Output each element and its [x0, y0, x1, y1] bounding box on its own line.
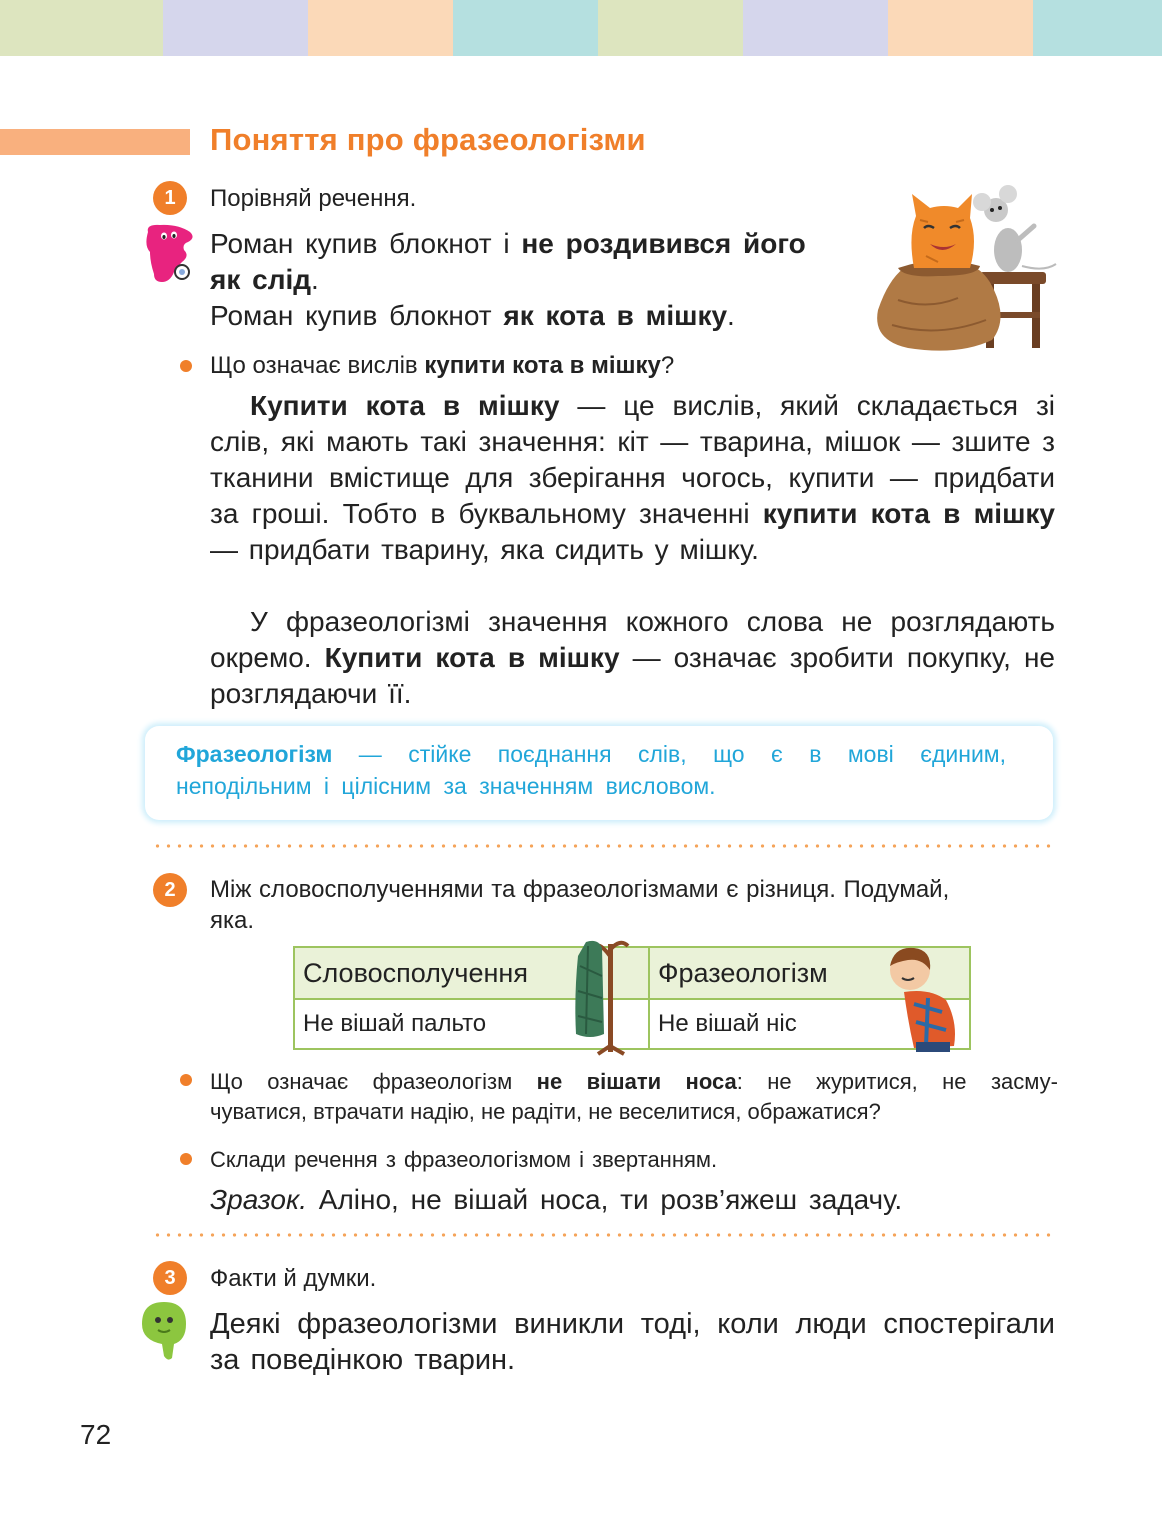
question-1-text: Що означає фразеологізм [210, 1069, 537, 1094]
table-cell: Не вішай ніс [649, 999, 970, 1049]
dotted-divider [152, 1233, 1057, 1237]
task3-instruction: Факти й думки. [210, 1265, 377, 1292]
definition-text [176, 738, 1006, 802]
explanation-bold-2: купити кота в мішку [762, 498, 1055, 529]
explanation-text-3: У фразеологізмі значення кожного слова не розглядають окремо. [210, 606, 1055, 673]
task3-text: Деякі фразеологізми виникли тоді, коли люди спостерігали за поведінкою тварин. [210, 1308, 1055, 1376]
sentence-1-end: . [311, 264, 319, 295]
definition-term: Фразеологізм [176, 741, 333, 767]
sentence-1-bold: не роздивився його [521, 228, 806, 259]
page-title: Поняття про фразеологізми [210, 122, 646, 157]
sentence-1-bold-2: як слід [210, 264, 312, 295]
task2-instruction-line2: яка. [210, 907, 255, 934]
task-number-3: 3 [153, 1261, 187, 1295]
coat-rack-illustration [568, 936, 638, 1056]
explanation-text-1: — це вислів, який складається зі слів, які мають такі значення: кіт — тварина, мішок — зшите з тканини вмістище для зберігання чогось, купити — придбати за гроші. Тобто в буквальному значенні [210, 390, 1056, 529]
sentence-1-cont [210, 262, 319, 298]
task-number-1: 1 [153, 181, 187, 215]
task-number-2: 2 [153, 873, 187, 907]
stripe-segment [743, 0, 888, 56]
explanation-paragraph-2 [210, 604, 1055, 712]
dotted-divider [152, 844, 1057, 848]
green-character-icon [136, 1298, 192, 1364]
task2-question-1-line2: чуватися, втрачати надію, не радіти, не веселитися, ображатися? [210, 1099, 881, 1124]
stripe-segment [163, 0, 308, 56]
sentence-1-text: Роман купив блокнот і [210, 228, 522, 259]
stripe-segment [1033, 0, 1162, 56]
example-label: Зразок. [210, 1184, 307, 1215]
explanation-bold-3: Купити кота в мішку [324, 642, 620, 673]
explanation-text-2: — придбати тварину, яка сидить у мішку. [210, 534, 759, 565]
explanation-text-4: — означає зробити покупку, не розглядаючи її. [210, 642, 1055, 709]
sentence-2-bold: як кота в мішку [503, 300, 728, 331]
stripe-segment [598, 0, 743, 56]
page-number: 72 [80, 1419, 112, 1450]
question-1-end: : не журитися, не засму- [736, 1069, 1058, 1094]
question-end: ? [660, 352, 675, 379]
stripe-segment [453, 0, 598, 56]
sentence-2-text: Роман купив блокнот [210, 300, 504, 331]
sentence-1 [210, 226, 806, 262]
task2-instruction-line1: Між словосполученнями та фразеологізмами є різниця. Подумай, [210, 876, 950, 903]
bullet-icon [180, 360, 192, 372]
stripe-segment [888, 0, 1033, 56]
task1-instruction: Порівняй речення. [210, 185, 417, 212]
bullet-icon [180, 1153, 192, 1165]
sentence-2-end: . [727, 300, 735, 331]
sad-boy-illustration [880, 942, 972, 1054]
bullet-icon [180, 1074, 192, 1086]
task2-question-2: Склади речення з фразеологізмом і звертанням. [210, 1147, 718, 1172]
task1-question [210, 349, 674, 383]
example-sentence [210, 1182, 902, 1218]
cat-in-bag-illustration [868, 180, 1064, 356]
header-stripe [0, 0, 1162, 56]
stripe-segment [0, 0, 163, 56]
question-bold: купити кота в мішку [424, 352, 661, 379]
explanation-bold-1: Купити кота в мішку [250, 390, 560, 421]
question-1-bold: не вішати носа [536, 1069, 737, 1094]
sentence-2 [210, 298, 735, 334]
definition-body: — стійке поєднання слів, що є в мові єдиним, неподільним і цілісним за значенням висловом. [176, 741, 1006, 799]
table-header-cell: Словосполучення [294, 947, 649, 999]
table-header-cell: Фразеологізм [649, 947, 970, 999]
table-cell: Не вішай пальто [294, 999, 649, 1049]
title-accent-band [0, 129, 190, 155]
question-text: Що означає вислів [210, 352, 425, 379]
example-text: Аліно, не вішай носа, ти розв’яжеш задачу. [307, 1184, 903, 1215]
task2-question-1-line1 [210, 1067, 1058, 1097]
stripe-segment [308, 0, 453, 56]
explanation-paragraph-1 [210, 388, 1055, 568]
pink-character-icon [138, 222, 198, 288]
